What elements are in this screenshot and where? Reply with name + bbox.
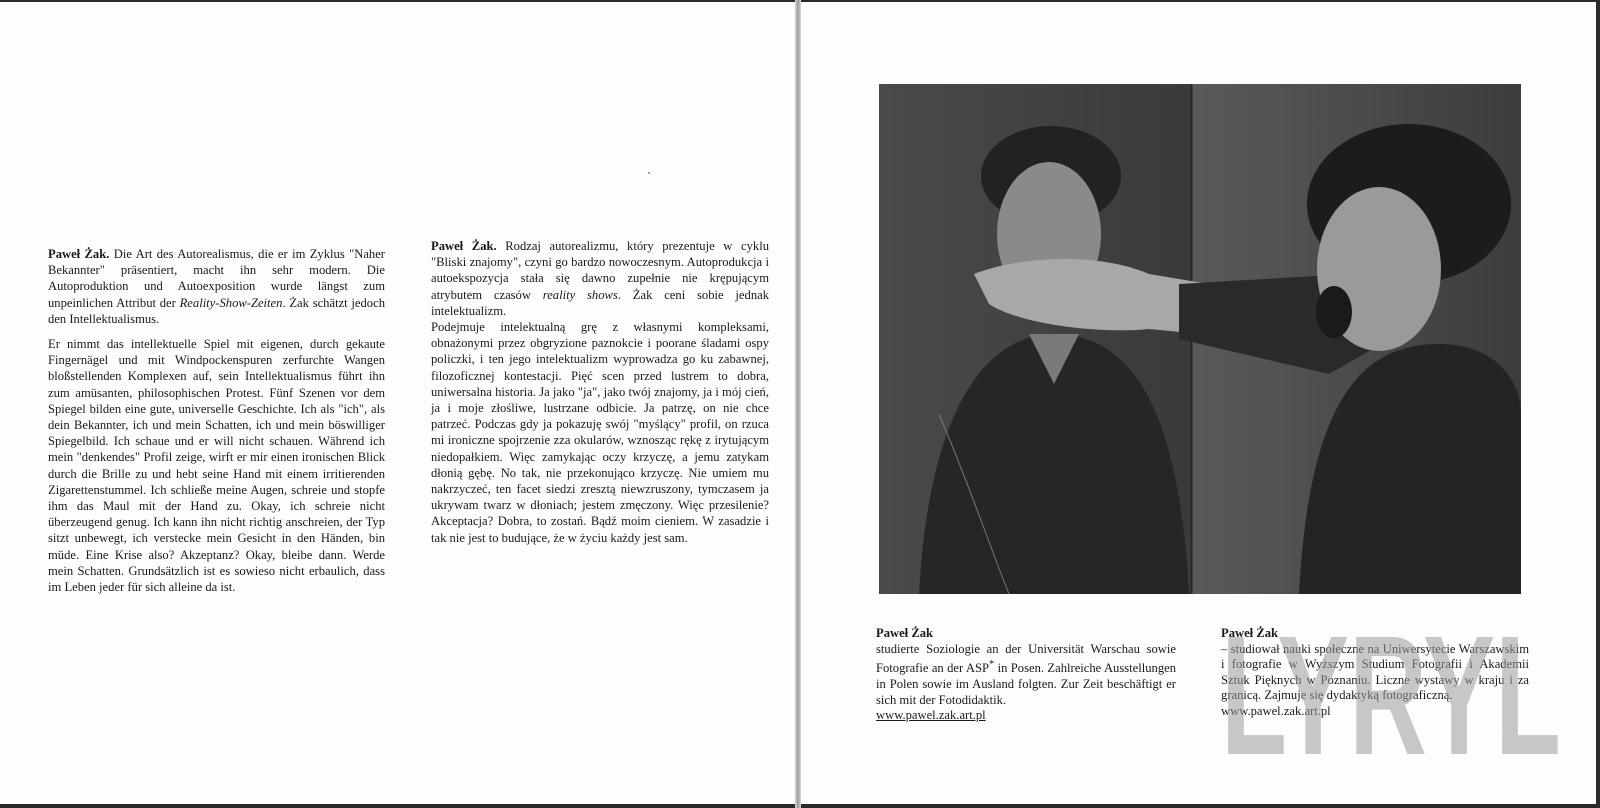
polish-paragraph-1: [431, 238, 769, 319]
polish-p1-italic: reality shows: [542, 287, 618, 302]
bio-german-name: Paweł Żak: [876, 626, 934, 640]
bio-german-text-end: in Posen. Zahlreiche Ausstellungen in Polen sowie im Ausland folgten. Zur Zeit beschäftigt er sich mit der Fotodidaktik.: [876, 661, 1176, 707]
bio-german-text: studierte Soziologie an der Universität Warschau sowie Fotografie an der ASP: [876, 641, 1176, 676]
german-p1-end: . Żak schätzt jedoch den Intellektualismus.: [48, 295, 385, 326]
german-author-name: Paweł Żak.: [48, 247, 110, 261]
german-paragraph-1: [48, 246, 385, 327]
polish-p1-end: . Żak ceni sobie jednak intelektualizm.: [431, 287, 770, 318]
polish-text-column: [431, 238, 769, 546]
polish-paragraph-2: Podejmuje intelektualną grę z własnymi kompleksami, obnażonymi przez obgryzione paznokcie i poorane śladami ospy policzki, i ten jego intelektualizm wyprowadza go ku zabawnej, filozoficznej kontestacji. Pięć scen przed lustrem to dobra, uniwersalna historia. Ja jako "ja", jako twój znajomy, ja i mój cień, ja i moje złośliwe, lustrzane odbicie. Ja patrzę, on nie chce patrzeć. Podczas gdy ja pokazuję swój "myślący" profil, on rzuca mi ironiczne spojrzenie zza okularów, wznosząc rękę z irytującym niedopałkiem. Więc zamykając oczy krzyczę, a jemu zatykam dłonią gębę. No tak, nie przekonująco krzyczę. Nie umiem mu nakrzyczeć, ten facet siedzi zresztą niewzruszony, tymczasem ja ukrywam twarz w dłoniach; jestem zmęczony. Więc przesilenie? Akceptacja? Dobra, to zostań. Bądź moim cieniem. W zasadzie i tak nie jest to budujące, że w życiu każdy jest sam.: [431, 320, 769, 545]
polish-author-name: Paweł Żak.: [431, 239, 497, 253]
german-paragraph-2: Er nimmt das intellektuelle Spiel mit eigenen, durch gekaute Fingernägel und mit Windpockenspuren zerfurchte Wangen bloßstellenden Komplexen auf, sein Intellektualismus führt ihn zum amüsanten, philosophischen Protest. Fünf Szenen vor dem Spiegel bilden eine gute, universelle Geschichte. Ich als "ich", als dein Bekannter, ich und mein Schatten, ich und mein böswilliger Spiegelbild. Ich schaue und er will nicht schauen. Während ich mein "denkendes" Profil zeige, wirft er mir einen ironischen Blick durch die Brille zu und hebt seine Hand mit einem irritierenden Zigarettenstummel. Ich schließe meine Augen, schreie und stopfe ihm das Maul mit der Hand zu. Okay, ich schreie nicht überzeugend genug. Ich kann ihn nicht richtig anschreien, der Typ sitzt unbewegt, ich verstecke mein Gesicht in den Händen, bin müde. Eine Krise also? Akzeptanz? Okay, bleibe dann. Werde mein Schatten. Grundsätzlich ist es sowieso nicht erbaulich, dass im Leben jeder für sich alleine da ist.: [48, 337, 385, 595]
bio-german-footnote-mark: *: [988, 659, 995, 671]
bio-german: [876, 626, 1176, 724]
german-p1-text: Die Art des Autorealismus, die er im Zyklus "Naher Bekannter" präsentiert, macht ihn sehr modern. Die Autoproduktion und Autoexposition wurde längst zum unpeinlichen Attribut der: [48, 247, 385, 310]
polish-p1-text: Rodzaj autorealizmu, który prezentuje w cyklu "Bliski znajomy", czyni go bardzo nowoczesnym. Autoprodukcja i autoekspozycja stała się dawno zupełnie nie krępującym atrybutem czasów: [431, 239, 769, 302]
bio-polish-text: – studiował nauki społeczne na Uniwersytecie Warszawskim i fotografie w Wyższym Studium Fotografii i Akademii Sztuk Pięknych w Poznaniu. Liczne wystawy w kraju i za granicą. Zajmuje się dydaktyką fotograficzną.: [1221, 641, 1529, 703]
photo-illustration: [879, 84, 1521, 594]
left-page: [0, 2, 795, 804]
bio-polish-name: Paweł Żak: [1221, 626, 1279, 640]
svg-text:LYRYL: LYRYL: [1221, 614, 1561, 766]
bio-polish: [1221, 626, 1529, 720]
right-page: [801, 2, 1596, 804]
paper-speck: [648, 172, 650, 174]
bio-german-url[interactable]: www.pawel.zak.art.pl: [876, 708, 986, 723]
german-text-column: [48, 246, 385, 604]
german-p1-italic: Reality-Show-Zeiten: [179, 295, 283, 310]
portrait-photo: [879, 84, 1521, 594]
bio-polish-url[interactable]: www.pawel.zak.art.pl: [1221, 703, 1331, 718]
